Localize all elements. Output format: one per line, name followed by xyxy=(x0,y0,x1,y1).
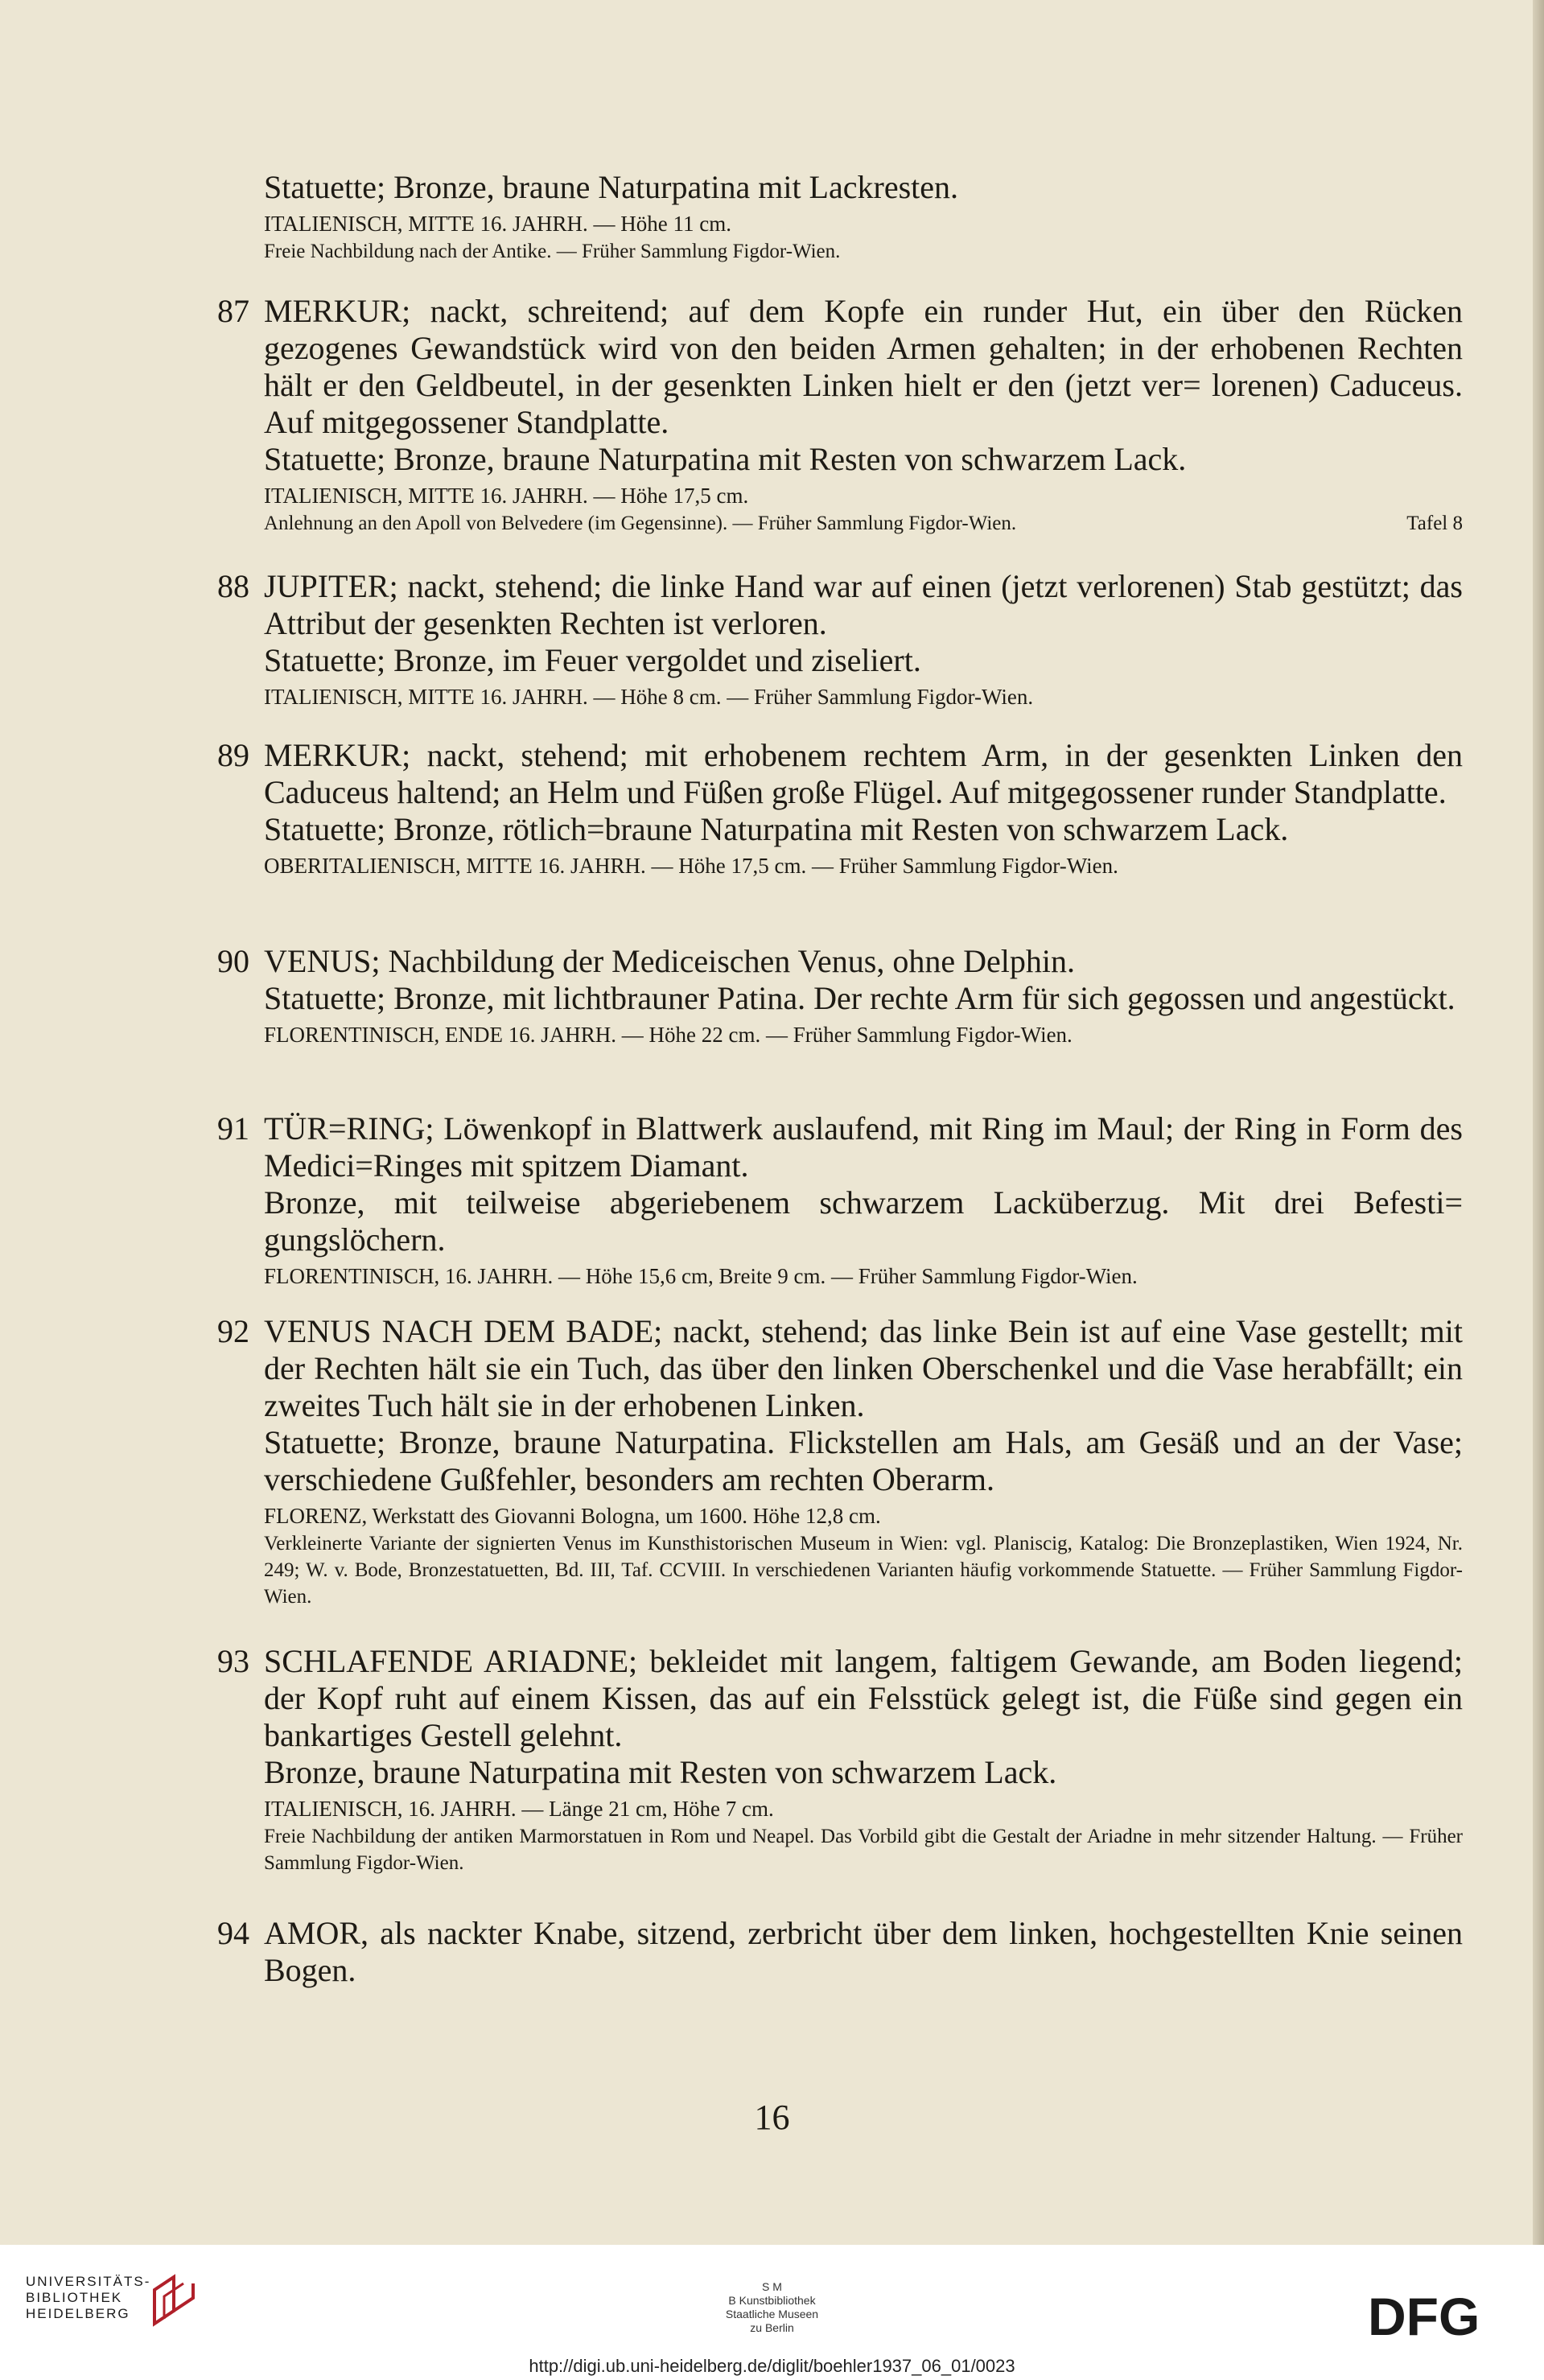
uni-logo-line-3: HEIDELBERG xyxy=(26,2306,130,2321)
catalog-entry-90 xyxy=(217,943,1463,1049)
university-library-logo[interactable] xyxy=(26,2274,150,2322)
entry-origin: OBERITALIENISCH, MITTE 16. JAHRH. — Höhe 17,5 cm. — Früher Sammlung Figdor-Wien. xyxy=(264,854,1118,878)
page-number: 16 xyxy=(754,2098,790,2137)
entry-description: MERKUR; nackt, schreitend; auf dem Kopfe ein runder Hut, ein über den Rücken gezogenes Gewandstück wird von den beiden Armen gehalten; in der erhobenen Rechten hält er den Geldbeutel, in der gesenkten Linken hielt er den (jetzt ver= lorenen) Caduceus. Auf mitgegossener Standplatte. xyxy=(264,293,1463,440)
entry-number: 91 xyxy=(217,1110,249,1147)
entry-description: MERKUR; nackt, stehend; mit erhobenem rechtem Arm, in der gesenkten Linken den Caduceus haltend; an Helm und Füßen große Flügel. Auf mitgegossener runder Standplatte. xyxy=(264,737,1463,810)
entry-origin: ITALIENISCH, MITTE 16. JAHRH. — Höhe 8 cm. — Früher Sammlung Figdor-Wien. xyxy=(264,685,1034,709)
dfg-logo[interactable] xyxy=(1368,2291,1525,2341)
entry-note: Anlehnung an den Apoll von Belvedere (im Gegensinne). — Früher Sammlung Figdor-Wien. xyxy=(264,513,1017,534)
entry-number: 93 xyxy=(217,1643,249,1679)
entry-number: 89 xyxy=(217,737,249,773)
catalog-entry-88 xyxy=(217,568,1463,711)
intro-origin: ITALIENISCH, MITTE 16. JAHRH. — Höhe 11 cm. xyxy=(264,212,732,236)
entry-description: SCHLAFENDE ARIADNE; bekleidet mit langem, faltigem Gewande, am Boden liegend; der Kopf ruht auf einem Kissen, das auf ein Felsstück gelegt ist, die Füße sind gegen ein bankartiges Gestell gelehnt. xyxy=(264,1643,1463,1753)
smb-line-2: B Kunstbibliothek xyxy=(728,2294,816,2307)
smb-kunstbibliothek-logo[interactable] xyxy=(563,2280,981,2335)
entry-material: Statuette; Bronze, mit lichtbrauner Patina. Der rechte Arm für sich gegossen und angestückt. xyxy=(264,980,1455,1016)
entry-number: 87 xyxy=(217,293,249,329)
smb-line-1: S M xyxy=(762,2280,782,2293)
plate-reference: Tafel 8 xyxy=(1406,513,1463,534)
entry-origin: FLORENZ, Werkstatt des Giovanni Bologna, um 1600. Höhe 12,8 cm. xyxy=(264,1504,881,1528)
entry-description: VENUS NACH DEM BADE; nackt, stehend; das linke Bein ist auf eine Vase gestellt; mit der Rechten hält sie ein Tuch, das über den linken Oberschenkel und die Vase herabfällt; ein zweites Tuch hält sie in der erhobenen Linken. xyxy=(264,1313,1463,1423)
entry-origin: FLORENTINISCH, ENDE 16. JAHRH. — Höhe 22 cm. — Früher Sammlung Figdor-Wien. xyxy=(264,1023,1073,1047)
entry-note: Freie Nachbildung der antiken Marmorstatuen in Rom und Neapel. Das Vorbild gibt die Gestalt der Ariadne in mehr sitzender Haltung. — Früher Sammlung Figdor-Wien. xyxy=(264,1826,1463,1874)
entry-number: 88 xyxy=(217,568,249,604)
entry-material: Statuette; Bronze, braune Naturpatina mit Resten von schwarzem Lack. xyxy=(264,441,1187,477)
catalog-entry-91 xyxy=(217,1110,1463,1291)
entry-material: Bronze, braune Naturpatina mit Resten von schwarzem Lack. xyxy=(264,1754,1057,1790)
entry-number: 90 xyxy=(217,943,249,979)
entry-material: Statuette; Bronze, rötlich=braune Naturpatina mit Resten von schwarzem Lack. xyxy=(264,811,1289,847)
page-edge-shadow xyxy=(1533,0,1544,2245)
catalog-entry-92 xyxy=(217,1313,1463,1610)
smb-line-4: zu Berlin xyxy=(750,2321,794,2334)
intro-note: Freie Nachbildung nach der Antike. — Früher Sammlung Figdor-Wien. xyxy=(264,241,841,262)
intro-material: Statuette; Bronze, braune Naturpatina mit Lackresten. xyxy=(264,169,959,205)
intro-block xyxy=(264,169,1463,265)
entry-material: Statuette; Bronze, im Feuer vergoldet und ziseliert. xyxy=(264,642,921,678)
digitization-footer xyxy=(0,2245,1544,2380)
catalog-entry-93 xyxy=(217,1643,1463,1876)
entry-description: TÜR=RING; Löwenkopf in Blattwerk auslaufend, mit Ring im Maul; der Ring in Form des Medici=Ringes mit spitzem Diamant. xyxy=(264,1110,1463,1184)
entry-material: Statuette; Bronze, braune Naturpatina. Flickstellen am Hals, am Gesäß und an der Vase; verschiedene Gußfehler, besonders am rechten Oberarm. xyxy=(264,1424,1463,1497)
library-emblem-icon xyxy=(146,2274,203,2327)
dfg-logo-text: DFG xyxy=(1368,2291,1480,2341)
catalog-entry-87 xyxy=(217,293,1463,537)
entry-description: JUPITER; nackt, stehend; die linke Hand war auf einen (jetzt verlorenen) Stab gestützt; das Attribut der gesenkten Rechten ist verloren. xyxy=(264,568,1463,641)
entry-origin: ITALIENISCH, MITTE 16. JAHRH. — Höhe 17,5 cm. xyxy=(264,484,749,508)
entry-origin: FLORENTINISCH, 16. JAHRH. — Höhe 15,6 cm, Breite 9 cm. — Früher Sammlung Figdor-Wien. xyxy=(264,1264,1138,1288)
entry-number: 94 xyxy=(217,1915,249,1951)
entry-material: Bronze, mit teilweise abgeriebenem schwarzem Lacküberzug. Mit drei Befesti= gungslöchern. xyxy=(264,1184,1463,1258)
entry-origin: ITALIENISCH, 16. JAHRH. — Länge 21 cm, Höhe 7 cm. xyxy=(264,1797,774,1821)
uni-logo-line-2: BIBLIOTHEK xyxy=(26,2290,123,2305)
permalink-url[interactable]: http://digi.ub.uni-heidelberg.de/diglit/boehler1937_06_01/0023 xyxy=(529,2356,1015,2376)
catalog-entry-89 xyxy=(217,737,1463,880)
entry-note: Verkleinerte Variante der signierten Venus im Kunsthistorischen Museum in Wien: vgl. Planiscig, Katalog: Die Bronzeplastiken, Wien 1924, Nr. 249; W. v. Bode, Bronzestatuetten, Bd. III, Taf. CCVIII. In verschiedenen Varianten häufig vorkommende Statuette. — Früher Sammlung Figdor-Wien. xyxy=(264,1533,1463,1608)
entry-number: 92 xyxy=(217,1313,249,1349)
smb-line-3: Staatliche Museen xyxy=(725,2308,819,2320)
entry-description: AMOR, als nackter Knabe, sitzend, zerbricht über dem linken, hochgestellten Knie seinen Bogen. xyxy=(264,1915,1463,1988)
uni-logo-line-1: UNIVERSITÄTS- xyxy=(26,2274,151,2289)
catalog-entry-94 xyxy=(217,1915,1463,1989)
entry-description: VENUS; Nachbildung der Mediceischen Venus, ohne Delphin. xyxy=(264,943,1075,979)
